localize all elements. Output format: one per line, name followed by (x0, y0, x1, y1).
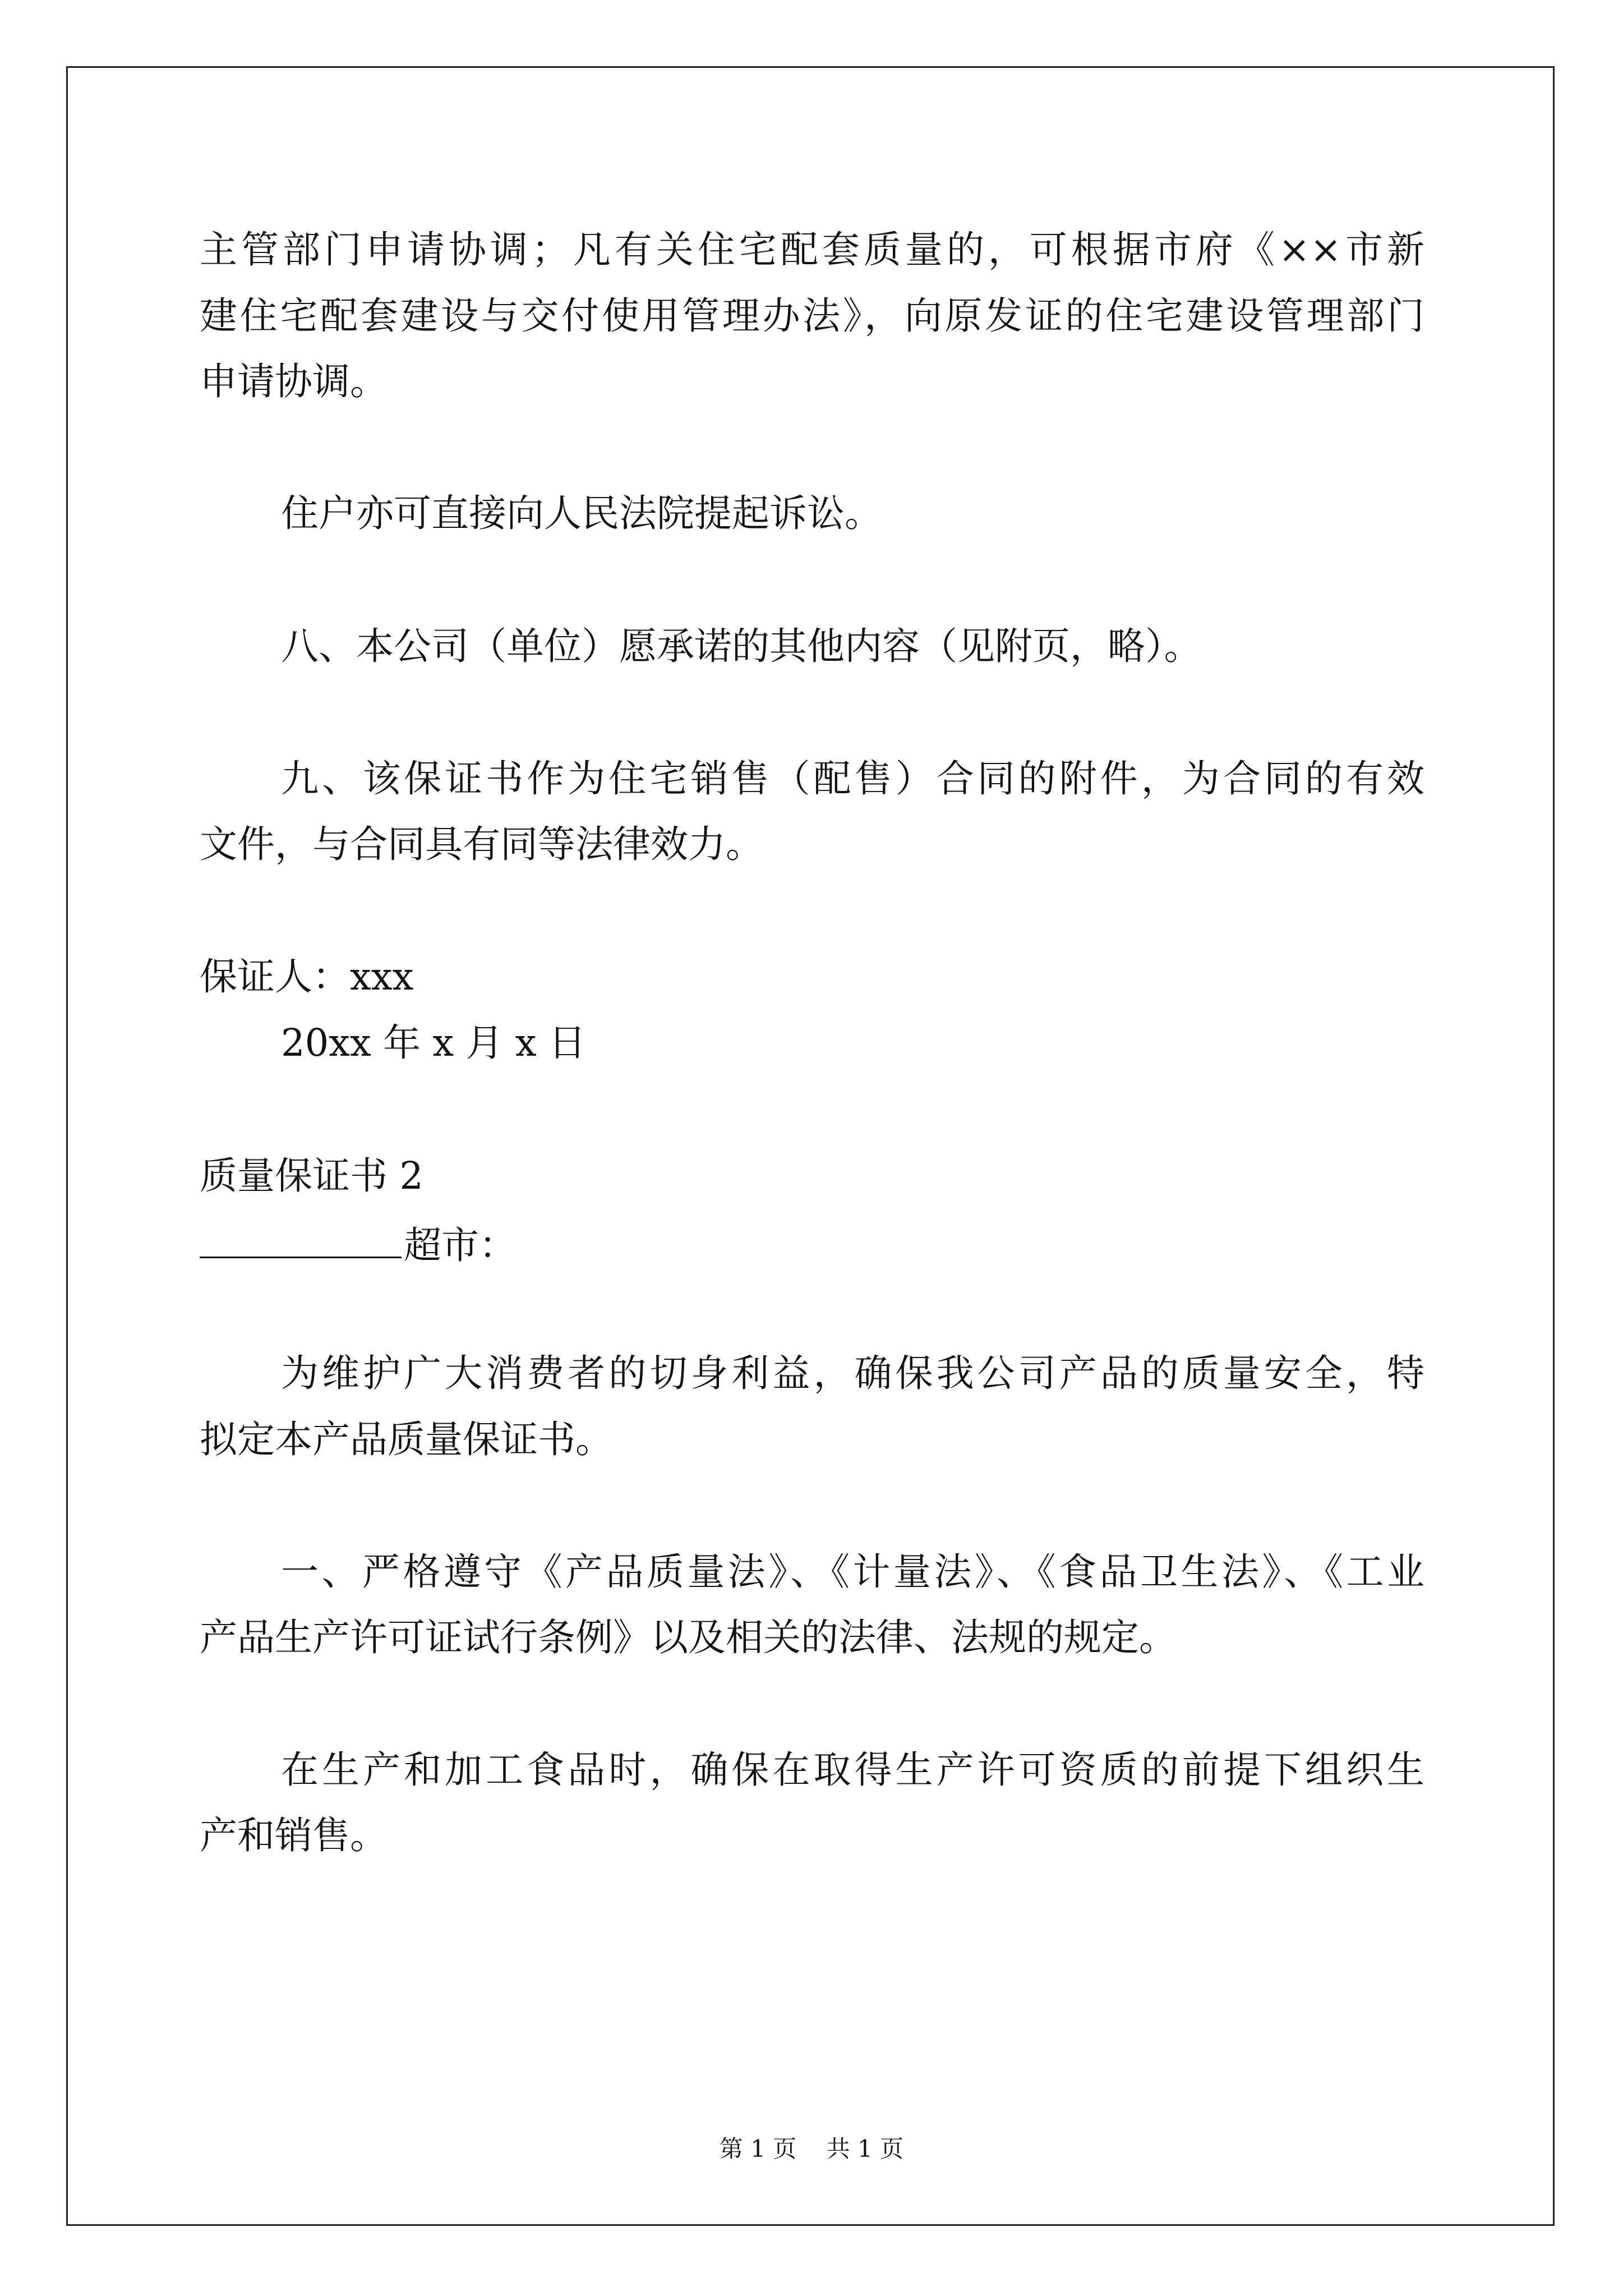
paragraph-line: 九、该保证书作为住宅销售（配售）合同的附件，为合同的有效 (281, 757, 1424, 800)
paragraph-line: 拟定本产品质量保证书。 (200, 1418, 613, 1461)
date-line: 20xx 年 x 月 x 日 (281, 1021, 586, 1065)
paragraph-line: 为维护广大消费者的切身利益，确保我公司产品的质量安全，特 (281, 1351, 1424, 1395)
addressee-label: 超市： (404, 1223, 517, 1267)
guarantor-line: 保证人：xxx (200, 955, 414, 999)
paragraph-line: 申请协调。 (200, 360, 388, 403)
page-footer: 第 1 页 共 1 页 (719, 2135, 904, 2162)
paragraph-line: 在生产和加工食品时，确保在取得生产许可资质的前提下组织生 (281, 1748, 1424, 1792)
paragraph-line: 文件，与合同具有同等法律效力。 (200, 822, 763, 866)
paragraph-line: 产品生产许可证试行条例》以及相关的法律、法规的规定。 (200, 1616, 1177, 1659)
paragraph-line: 产和销售。 (200, 1814, 388, 1857)
paragraph-line: 八、本公司（单位）愿承诺的其他内容（见附页，略）。 (281, 624, 1202, 668)
blank-underline (200, 1223, 402, 1258)
paragraph-line: 住户亦可直接向人民法院提起诉讼。 (281, 491, 882, 535)
paragraph-line: 建住宅配套建设与交付使用管理办法》，向原发证的住宅建设管理部门 (200, 294, 1424, 338)
addressee-line (200, 1223, 517, 1267)
section-title: 质量保证书 2 (200, 1154, 423, 1198)
paragraph-line: 一、严格遵守《产品质量法》、《计量法》、《食品卫生法》、《工业 (281, 1550, 1424, 1594)
paragraph-line: 主管部门申请协调；凡有关住宅配套质量的，可根据市府《××市新 (200, 228, 1424, 272)
